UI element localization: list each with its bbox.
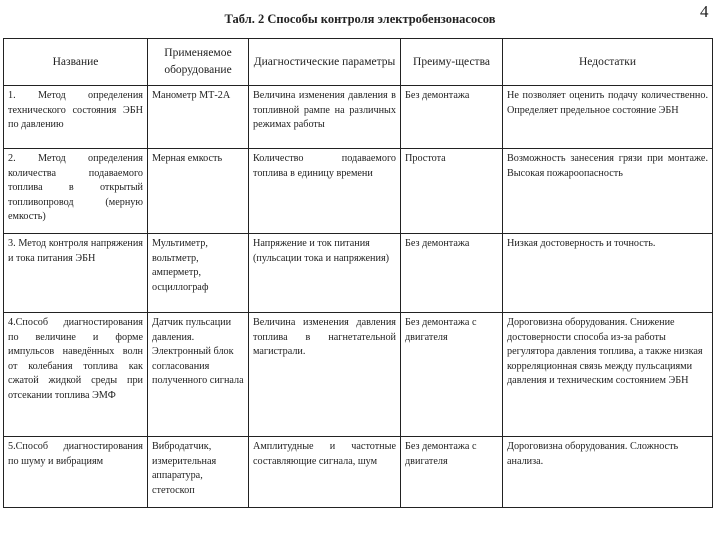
header-row xyxy=(4,39,713,86)
page-number: 4 xyxy=(700,2,709,21)
cell-equipment: Манометр МТ-2А xyxy=(148,86,249,149)
table-row xyxy=(4,313,713,437)
cell-name: 4.Способ диагностирования по величине и форме импульсов наведённых волн от колебания топлива как сжатой жидкой среды при отсекании топлива ЭМФ xyxy=(4,313,148,437)
cell-equipment: Мультиметр, вольтметр, амперметр, осциллограф xyxy=(148,234,249,313)
header-equipment: Применяемое оборудование xyxy=(148,39,249,86)
cell-advantages: Без демонтажа xyxy=(401,234,503,313)
cell-equipment: Мерная емкость xyxy=(148,149,249,234)
cell-advantages: Без демонтажа с двигателя xyxy=(401,437,503,508)
cell-advantages: Без демонтажа с двигателя xyxy=(401,313,503,437)
header-name: Название xyxy=(4,39,148,86)
cell-parameters: Амплитудные и частотные составляющие сигнала, шум xyxy=(249,437,401,508)
cell-parameters: Количество подаваемого топлива в единицу времени xyxy=(249,149,401,234)
table-row xyxy=(4,437,713,508)
cell-name: 2. Метод определения количества подаваемого топлива в открытый топливопровод (мерную емкость) xyxy=(4,149,148,234)
cell-name: 3. Метод контроля напряжения и тока питания ЭБН xyxy=(4,234,148,313)
table-row xyxy=(4,86,713,149)
table-title: Табл. 2 Способы контроля электробензонасосов xyxy=(224,12,496,26)
cell-disadvantages: Не позволяет оценить подачу количественно. Определяет предельное состояние ЭБН xyxy=(503,86,713,149)
cell-disadvantages: Дороговизна оборудования. Снижение достоверности способа из-за работы регулятора давления топлива, а также низкая корреляционная связь между пульсациями давления и техническим состоянием ЭБН xyxy=(503,313,713,437)
header-disadvantages: Недостатки xyxy=(503,39,713,86)
cell-equipment: Датчик пульсации давления. Электронный блок согласования полученного сигнала xyxy=(148,313,249,437)
cell-parameters: Величина изменения давления топлива в нагнетательной магистрали. xyxy=(249,313,401,437)
cell-disadvantages: Дороговизна оборудования. Сложность анализа. xyxy=(503,437,713,508)
header-advantages: Преиму-щества xyxy=(401,39,503,86)
methods-table xyxy=(3,38,713,508)
cell-disadvantages: Возможность занесения грязи при монтаже. Высокая пожароопасность xyxy=(503,149,713,234)
header-parameters: Диагностические параметры xyxy=(249,39,401,86)
cell-name: 1. Метод определения технического состояния ЭБН по давлению xyxy=(4,86,148,149)
cell-parameters: Напряжение и ток питания (пульсации тока и напряжения) xyxy=(249,234,401,313)
table-row xyxy=(4,149,713,234)
cell-disadvantages: Низкая достоверность и точность. xyxy=(503,234,713,313)
cell-advantages: Без демонтажа xyxy=(401,86,503,149)
table-row xyxy=(4,234,713,313)
cell-parameters: Величина изменения давления в топливной рампе на различных режимах работы xyxy=(249,86,401,149)
cell-name: 5.Способ диагностирования по шуму и вибрациям xyxy=(4,437,148,508)
cell-equipment: Вибродатчик, измерительная аппаратура, стетоскоп xyxy=(148,437,249,508)
cell-advantages: Простота xyxy=(401,149,503,234)
